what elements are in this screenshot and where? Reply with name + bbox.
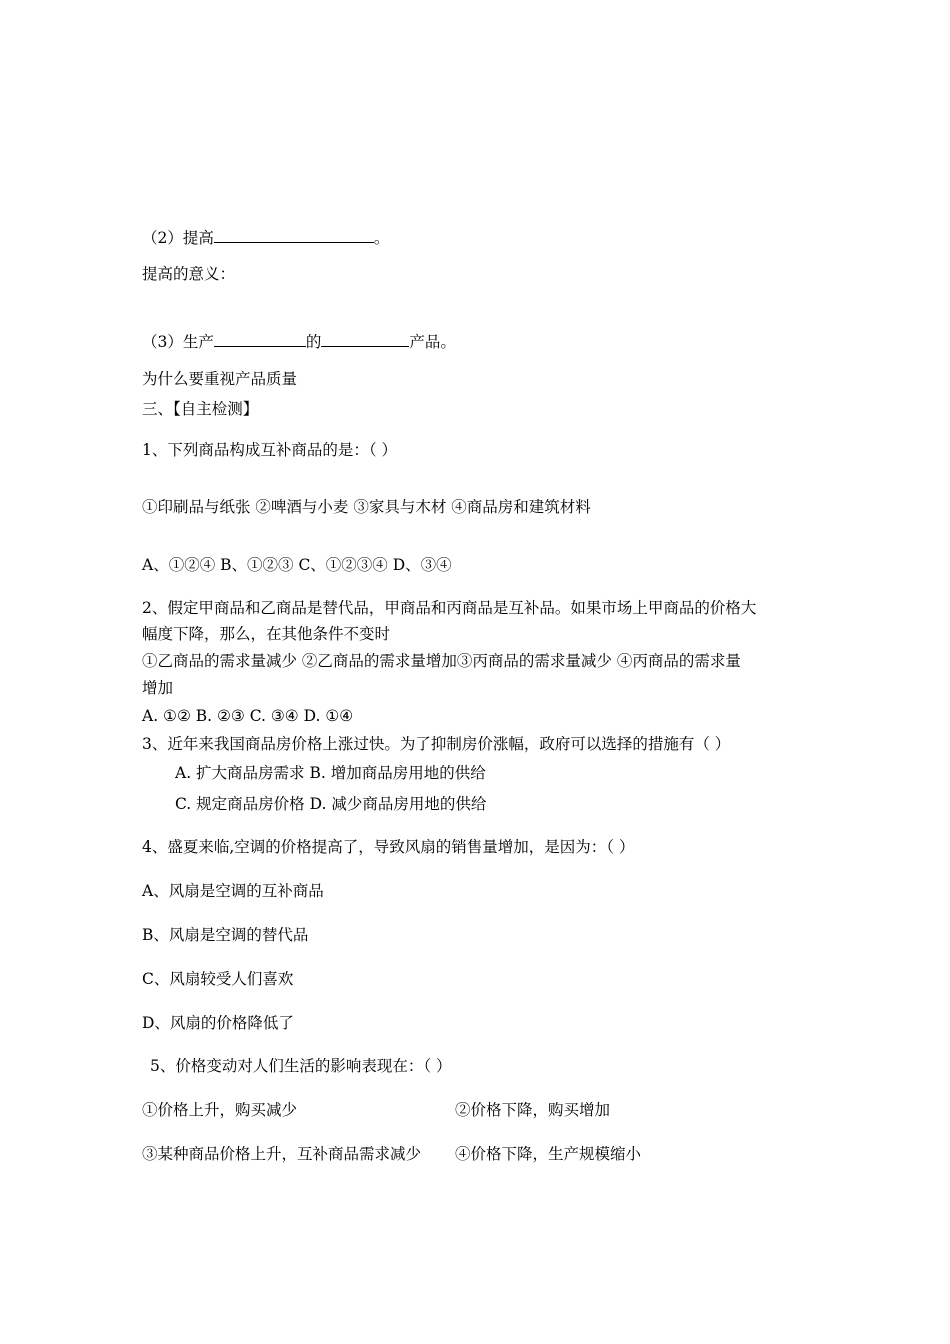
question-2-items-1: ①乙商品的需求量减少 ②乙商品的需求量增加③丙商品的需求量减少 ④丙商品的需求量 xyxy=(142,652,741,670)
fill-blank[interactable] xyxy=(214,227,374,243)
section-heading: 三、【自主检测】 xyxy=(142,400,259,418)
question-5-item-3: ③某种商品价格上升，互补商品需求减少 xyxy=(142,1145,422,1163)
question-1-options: A、①②④ B、①②③ C、①②③④ D、③④ xyxy=(142,556,452,574)
fill-blank[interactable] xyxy=(214,331,306,347)
question-4: 4、盛夏来临,空调的价格提高了，导致风扇的销售量增加，是因为：（ ） xyxy=(142,838,635,856)
question-2-line-1: 2、假定甲商品和乙商品是替代品，甲商品和丙商品是互补品。如果市场上甲商品的价格大 xyxy=(142,599,757,617)
significance-heading: 提高的意义： xyxy=(142,265,236,283)
question-1-items: ①印刷品与纸张 ②啤酒与小麦 ③家具与木材 ④商品房和建筑材料 xyxy=(142,498,591,516)
quality-question: 为什么要重视产品质量 xyxy=(142,370,298,388)
question-4-option-d: D、风扇的价格降低了 xyxy=(142,1014,294,1032)
question-2-options: A. ①② B. ②③ C. ③④ D. ①④ xyxy=(142,707,354,725)
question-4-option-b: B、风扇是空调的替代品 xyxy=(142,926,309,944)
item-2-prefix: （2）提高 xyxy=(142,229,214,247)
question-5-item-1: ①价格上升，购买减少 xyxy=(142,1101,298,1119)
question-4-option-a: A、风扇是空调的互补商品 xyxy=(142,882,324,900)
question-3-options-ab: A. 扩大商品房需求 B. 增加商品房用地的供给 xyxy=(175,764,486,782)
question-3: 3、近年来我国商品房价格上涨过快。为了抑制房价涨幅，政府可以选择的措施有（ ） xyxy=(142,735,731,753)
item-3-line: （3）生产 的 产品。 xyxy=(142,333,456,351)
fill-blank[interactable] xyxy=(321,331,409,347)
question-5: 5、价格变动对人们生活的影响表现在：（ ） xyxy=(150,1057,452,1075)
item-2-line: （2）提高 。 xyxy=(142,229,390,247)
question-2-items-2: 增加 xyxy=(142,679,174,697)
question-5-item-4: ④价格下降，生产规模缩小 xyxy=(455,1145,642,1163)
question-4-option-c: C、风扇较受人们喜欢 xyxy=(142,970,294,988)
question-2-line-2: 幅度下降，那么，在其他条件不变时 xyxy=(142,625,391,643)
question-5-item-2: ②价格下降，购买增加 xyxy=(455,1101,611,1119)
question-1: 1、下列商品构成互补商品的是：（ ） xyxy=(142,441,398,459)
question-3-options-cd: C. 规定商品房价格 D. 减少商品房用地的供给 xyxy=(175,795,487,813)
